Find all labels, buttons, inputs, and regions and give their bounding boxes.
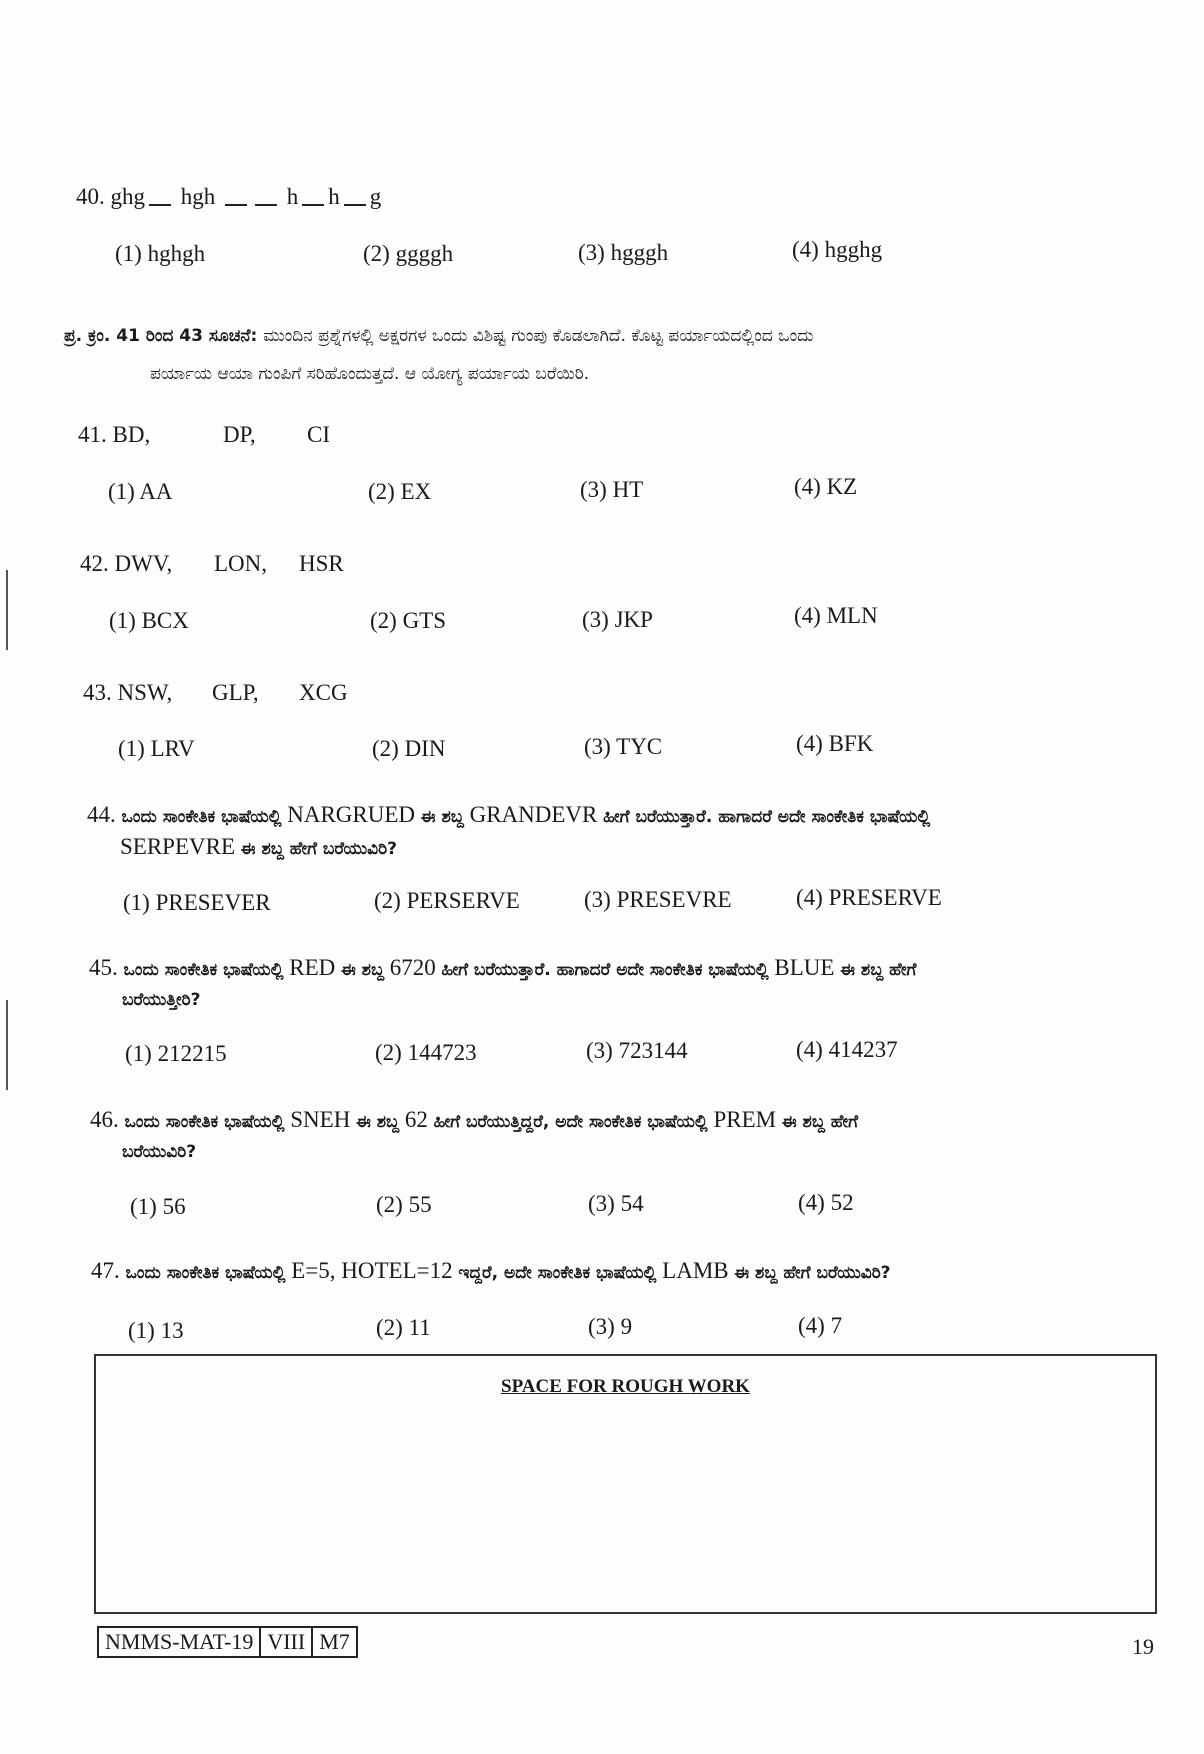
option: (1) PRESEVER (123, 890, 271, 915)
rough-work-box (94, 1354, 1157, 1614)
option: (4) hgghg (792, 237, 883, 262)
q-part: h (286, 184, 299, 209)
q-text: ಈ ಶಬ್ದ ಹೇಗೆ ಬರೆಯುವಿರಿ? (240, 839, 397, 859)
option: (3) JKP (582, 607, 653, 632)
q-part: g (369, 184, 382, 209)
q-number: 44. (87, 802, 116, 827)
option: (3) TYC (584, 734, 663, 759)
option: (1) AA (108, 479, 173, 504)
option: (4) 414237 (796, 1037, 898, 1062)
option: (2) GTS (370, 608, 447, 633)
q-text: ಈ ಶಬ್ದ ಹೇಗೆ ಬರೆಯುವಿರಿ? (734, 1263, 891, 1283)
q-text: ಒಂದು ಸಾಂಕೇತಿಕ ಭಾಷೆಯಲ್ಲಿ (121, 807, 282, 827)
question-41-c: CI (307, 422, 330, 447)
option: (4) MLN (794, 603, 878, 628)
set-code: M7 (319, 1629, 350, 1654)
question-46 (90, 1107, 858, 1133)
option: (1) LRV (118, 736, 195, 761)
q-word: RED (289, 955, 336, 980)
question-43-b: GLP, (212, 680, 259, 705)
scan-mark (6, 1000, 8, 1090)
scan-mark (6, 570, 8, 650)
directions-text-2: ಪರ್ಯಾಯ ಆಯಾ ಗುಂಪಿಗೆ ಸರಿಹೊಂದುತ್ತದೆ. ಆ ಯೋಗ್ಯ ಪರ್ಯಾಯ ಬರೆಯಿರಿ. (150, 364, 590, 384)
q-word: SNEH (290, 1107, 351, 1132)
option: (1) BCX (109, 608, 189, 633)
question-43-c: XCG (299, 680, 348, 705)
question-42-b: LON, (214, 551, 268, 576)
question-41-a: 41. BD, (78, 422, 151, 447)
q-part: h (328, 184, 340, 209)
question-40 (76, 184, 381, 210)
q-text: ಹೀಗೆ ಬರೆಯುತ್ತಾರೆ. ಹಾಗಾದರೆ ಅದೇ ಸಾಂಕೇತಿಕ ಭಾಷೆಯಲ್ಲಿ (441, 960, 769, 980)
paper-code: NMMS-MAT-19 (99, 1628, 261, 1656)
rough-work-title: SPACE FOR ROUGH WORK (501, 1376, 750, 1397)
question-41-b: DP, (223, 422, 256, 447)
option: (4) PRESERVE (796, 885, 942, 910)
option: (3) HT (580, 477, 644, 502)
blank (255, 204, 277, 206)
q-number: 40. (76, 184, 105, 209)
option: (4) 7 (798, 1313, 843, 1338)
q-text: ಒಂದು ಸಾಂಕೇತಿಕ ಭಾಷೆಯಲ್ಲಿ (125, 1263, 286, 1283)
footer-code-box (97, 1626, 358, 1658)
q-number: 45. (89, 955, 118, 980)
option: (2) 55 (376, 1192, 432, 1217)
q-word: 6720 (389, 955, 436, 980)
class-code: VIII (261, 1628, 313, 1656)
q-word: BLUE (774, 955, 835, 980)
q-word: E=5, HOTEL=12 (291, 1258, 453, 1283)
option: (4) 52 (798, 1190, 854, 1215)
q-word: NARGRUED (287, 802, 416, 827)
q-word: PREM (713, 1107, 777, 1132)
question-46-line2: ಬರೆಯುವಿರಿ? (122, 1142, 197, 1162)
option: (4) BFK (796, 731, 874, 756)
q-text: ಈ ಶಬ್ದ ಹೇಗೆ (840, 960, 917, 980)
option: (2) PERSERVE (374, 888, 520, 913)
option: (2) ggggh (363, 241, 454, 266)
q-text: ಈ ಶಬ್ದ (420, 807, 464, 827)
question-45 (89, 955, 916, 981)
q-part: hgh (180, 184, 216, 209)
q-word: LAMB (662, 1258, 729, 1283)
directions-label: ಪ್ರ. ಕ್ರಂ. 41 ರಿಂದ 43 ಸೂಚನೆ: (64, 326, 258, 346)
q-text: ಇದ್ದರೆ, ಅದೇ ಸಾಂಕೇತಿಕ ಭಾಷೆಯಲ್ಲಿ (458, 1263, 657, 1283)
option: (3) 54 (588, 1191, 644, 1216)
q-text: ಈ ಶಬ್ದ (341, 960, 385, 980)
question-44 (87, 802, 930, 828)
q-text: ಒಂದು ಸಾಂಕೇತಿಕ ಭಾಷೆಯಲ್ಲಿ (124, 1112, 285, 1132)
directions (64, 326, 814, 346)
option: (4) KZ (794, 474, 858, 499)
question-42-a: 42. DWV, (80, 551, 173, 576)
option: (3) 9 (588, 1314, 633, 1339)
q-number: 46. (90, 1107, 119, 1132)
option: (2) DIN (372, 736, 446, 761)
q-word: SERPEVRE (120, 834, 236, 859)
option: (1) hghgh (115, 241, 206, 266)
q-text: ಹೀಗೆ ಬರೆಯುತ್ತಾರೆ. ಹಾಗಾದರೆ ಅದೇ ಸಾಂಕೇತಿಕ ಭಾಷೆಯಲ್ಲಿ (603, 807, 931, 827)
question-47 (91, 1258, 891, 1284)
option: (1) 13 (128, 1318, 184, 1343)
question-45-line2: ಬರೆಯುತ್ತೀರಿ? (122, 990, 201, 1010)
q-text: ಈ ಶಬ್ದ ಹೇಗೆ (781, 1112, 859, 1132)
blank (225, 204, 247, 206)
q-text: ಒಂದು ಸಾಂಕೇತಿಕ ಭಾಷೆಯಲ್ಲಿ (123, 960, 284, 980)
question-44-line2 (120, 834, 397, 860)
page-number: 19 (1132, 1634, 1154, 1659)
option: (3) PRESEVRE (584, 887, 732, 912)
blank (344, 204, 366, 206)
option: (3) 723144 (586, 1038, 688, 1063)
q-word: GRANDEVR (469, 802, 598, 827)
option: (3) hgggh (578, 240, 669, 265)
option: (2) EX (368, 479, 432, 504)
option: (2) 11 (376, 1315, 431, 1340)
question-42-c: HSR (299, 551, 344, 576)
q-text: ಈ ಶಬ್ದ (356, 1112, 400, 1132)
q-word: 62 (404, 1107, 428, 1132)
blank (302, 204, 324, 206)
q-number: 47. (91, 1258, 120, 1283)
blank (149, 204, 171, 206)
directions-text: ಮುಂದಿನ ಪ್ರಶ್ನೆಗಳಲ್ಲಿ ಅಕ್ಷರಗಳ ಒಂದು ವಿಶಿಷ್ಟ ಗುಂಪು ಕೊಡಲಾಗಿದೆ. ಕೊಟ್ಟ ಪರ್ಯಾಯದಲ್ಲಿಂದ ಒಂದು (263, 326, 814, 346)
q-part: ghg (110, 184, 145, 209)
option: (2) 144723 (375, 1040, 477, 1065)
option: (1) 212215 (125, 1041, 227, 1066)
q-text: ಹೀಗೆ ಬರೆಯುತ್ತಿದ್ದರೆ, ಅದೇ ಸಾಂಕೇತಿಕ ಭಾಷೆಯಲ್ಲಿ (433, 1112, 708, 1132)
option: (1) 56 (130, 1194, 186, 1219)
question-43-a: 43. NSW, (83, 680, 173, 705)
